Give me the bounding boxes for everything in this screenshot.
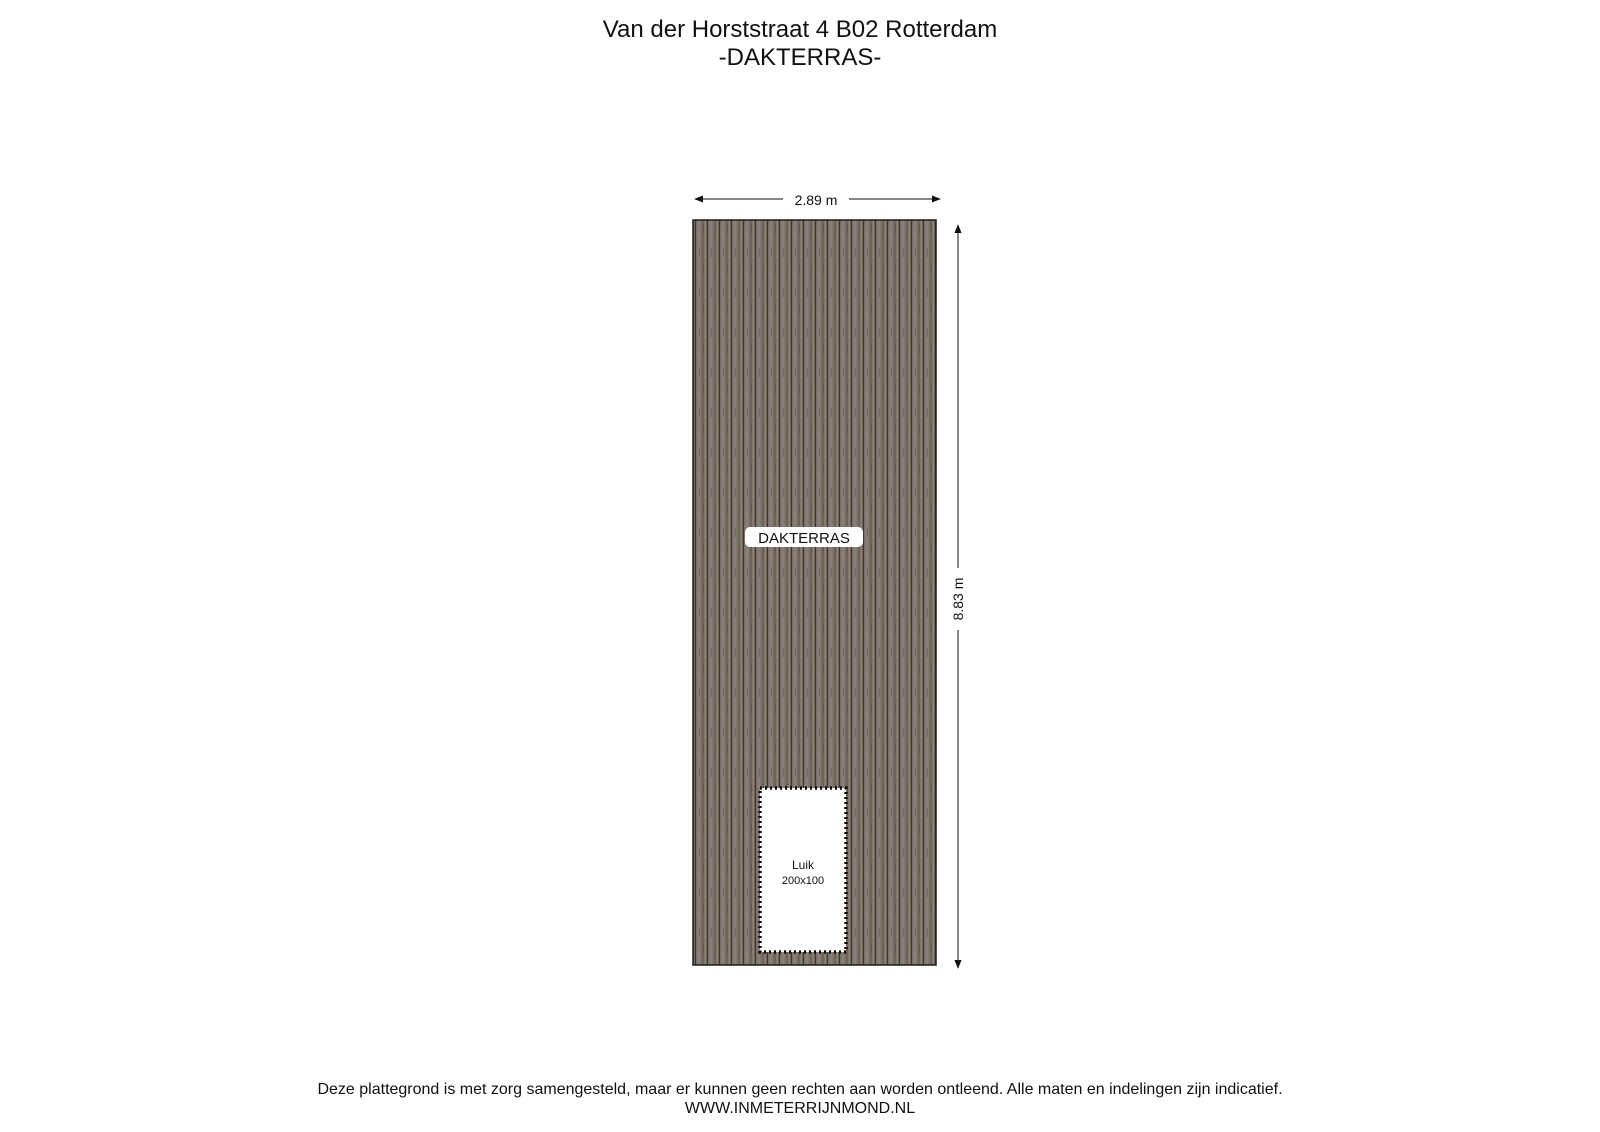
address-title: Van der Horststraat 4 B02 Rotterdam: [602, 16, 998, 43]
width-dimension-label: 2.89 m: [794, 192, 838, 208]
floor-title: -DAKTERRAS-: [718, 44, 882, 71]
hatch-size: 200x100: [781, 875, 825, 887]
disclaimer-text: Deze plattegrond is met zorg samengesteld, maar er kunnen geen rechten aan worden ontleend. Alle maten en indelingen zijn indicatief.: [317, 1081, 1283, 1098]
hatch-label: Luik: [791, 858, 815, 872]
room-label: DAKTERRAS: [758, 530, 850, 547]
depth-dimension-label: 8.83 m: [950, 577, 966, 621]
website-url: WWW.INMETERRIJNMOND.NL: [684, 1100, 916, 1117]
